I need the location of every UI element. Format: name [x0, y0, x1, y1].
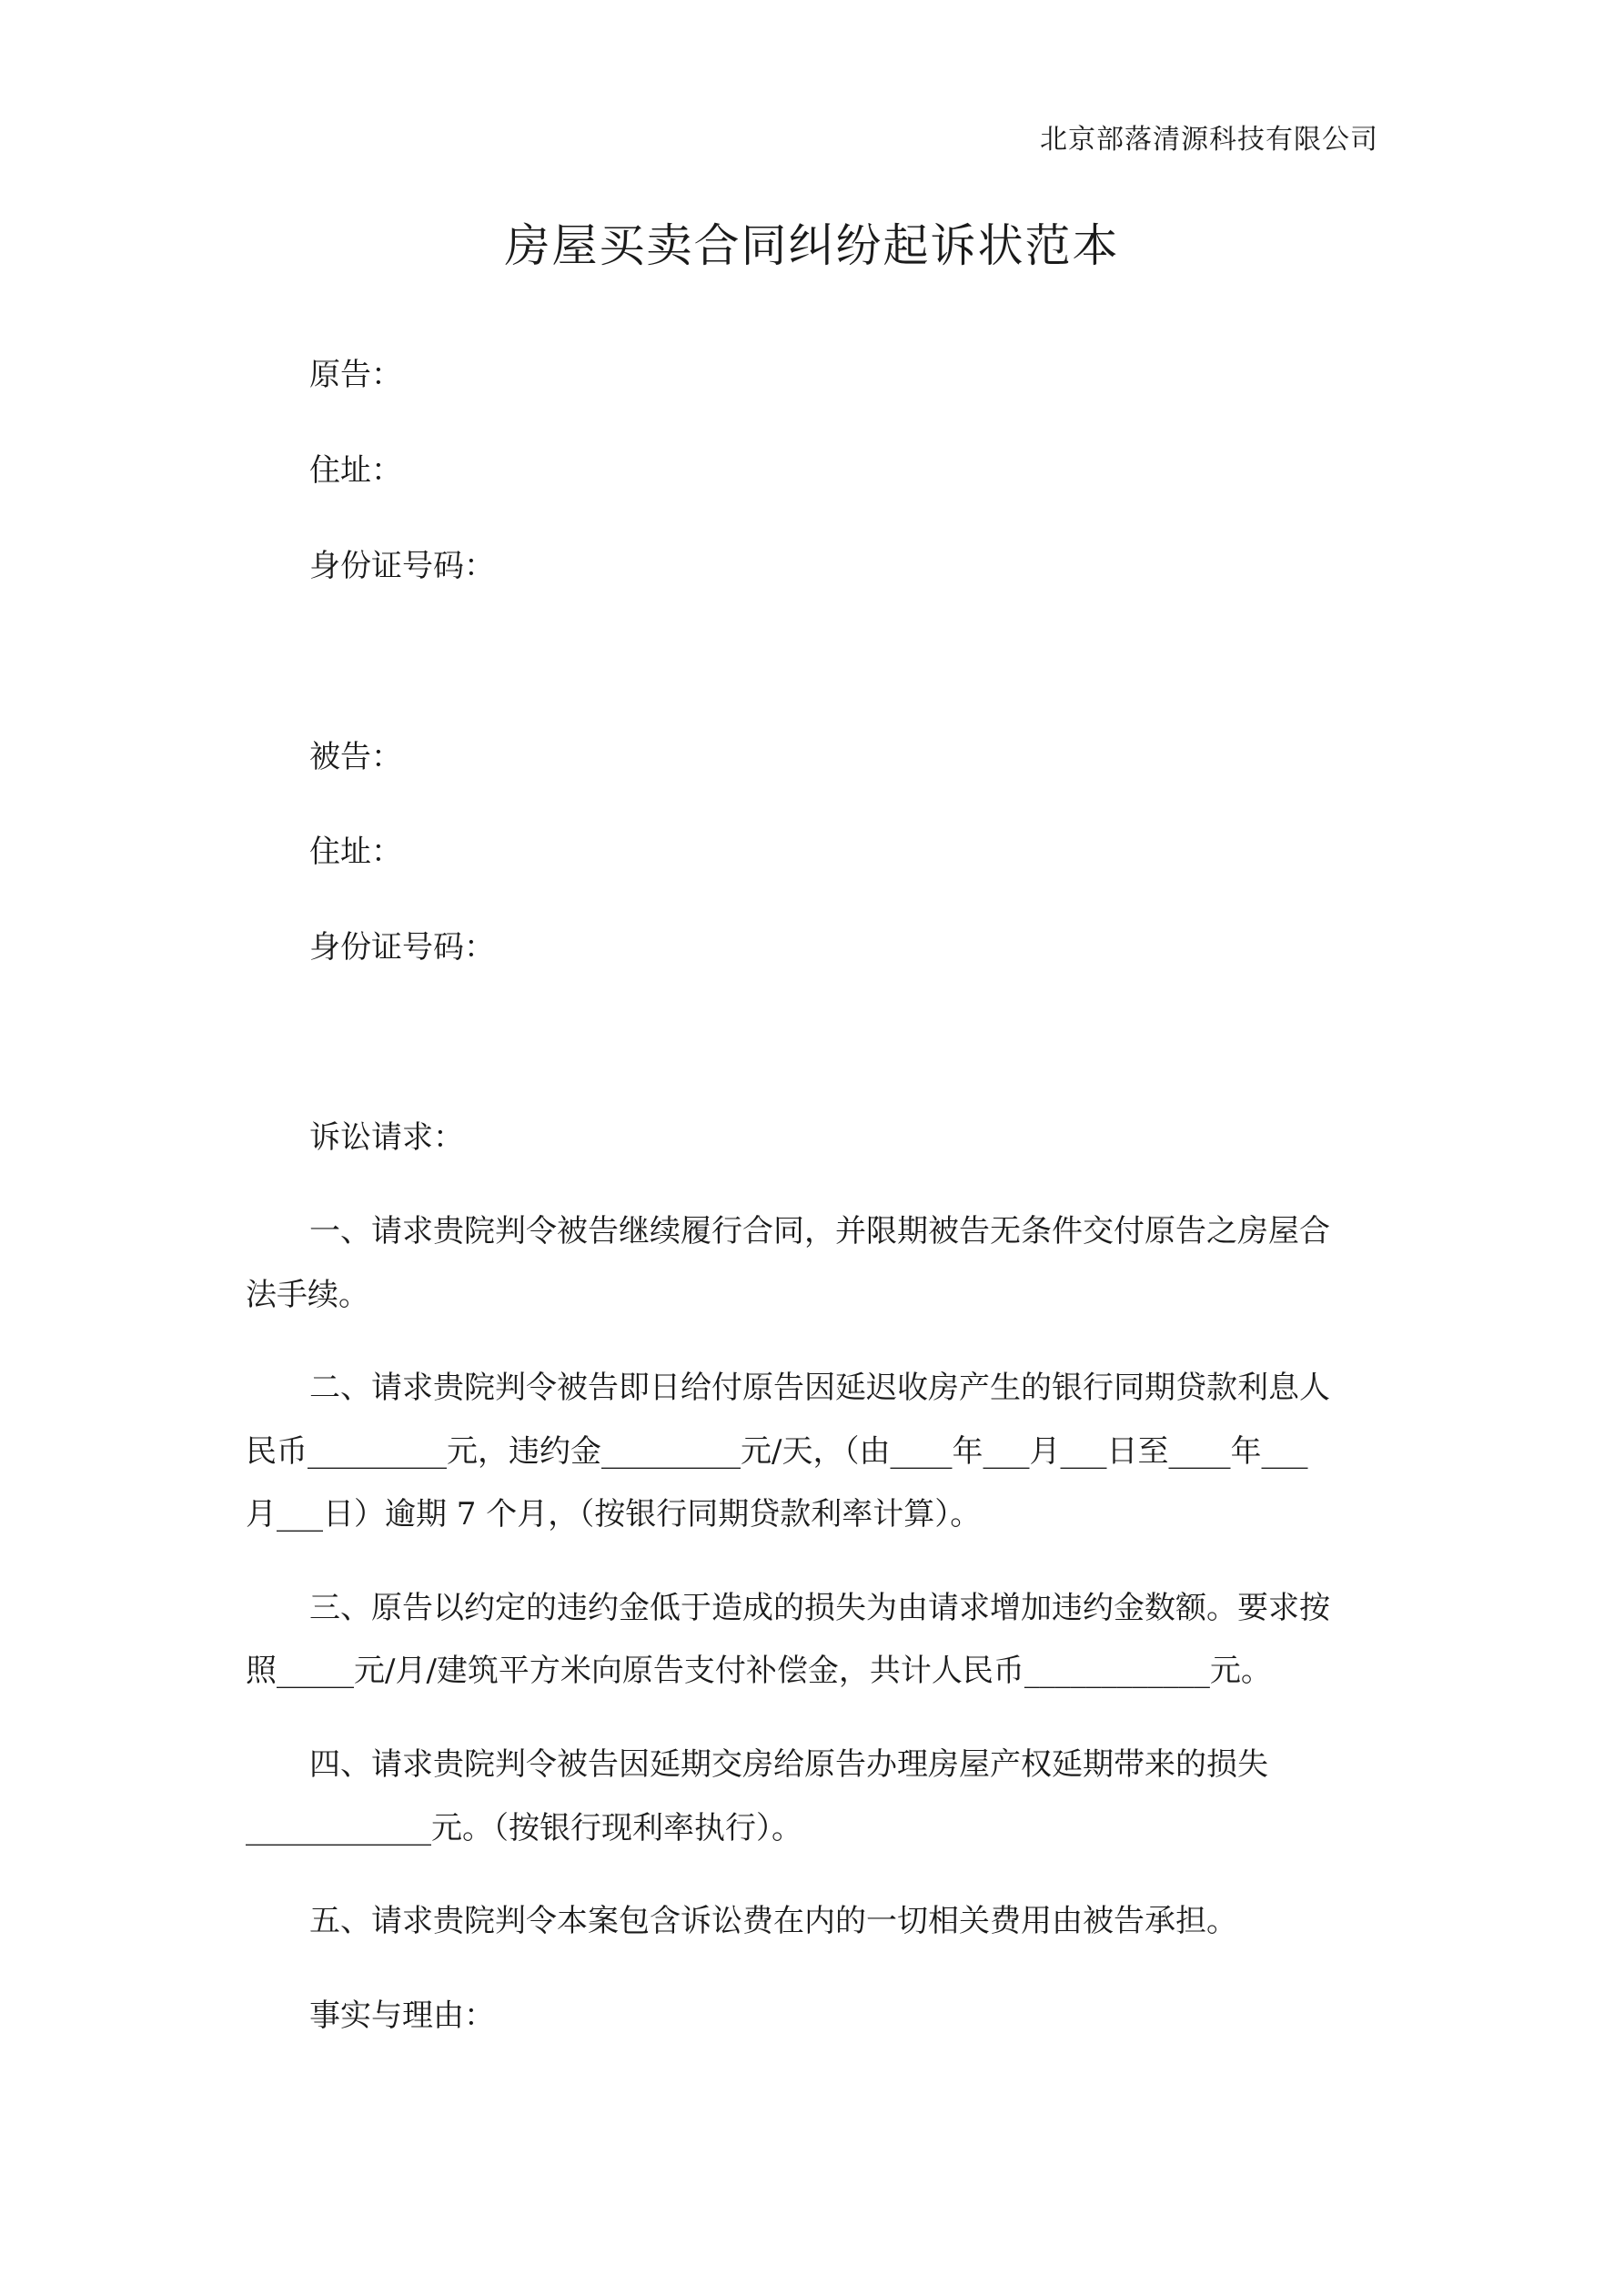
claim-4-line-2: ____________元。（按银行现利率执行）。 [246, 1810, 802, 1846]
claim-5-line-1: 五、请求贵院判令本案包含诉讼费在内的一切相关费用由被告承担。 [309, 1903, 1237, 1939]
defendant-label: 被告： [309, 739, 402, 775]
claim-2-line-1: 二、请求贵院判令被告即日给付原告因延迟收房产生的银行同期贷款利息人 [309, 1370, 1330, 1406]
defendant-address-label: 住址： [309, 834, 402, 870]
company-name: 北京部落清源科技有限公司 [1040, 124, 1378, 156]
claim-4-line-1: 四、请求贵院判令被告因延期交房给原告办理房屋产权延期带来的损失 [309, 1746, 1268, 1783]
document-title: 房屋买卖合同纠纷起诉状范本 [504, 219, 1120, 272]
claims-heading: 诉讼请求： [309, 1119, 464, 1156]
claim-1-line-2: 法手续。 [246, 1277, 369, 1313]
claim-2-line-2: 民币_________元，违约金_________元/天，（由____年___月___日至____年___ [246, 1433, 1308, 1470]
plaintiff-label: 原告： [309, 357, 402, 393]
claim-2-line-3: 月___日）逾期 7 个月，（按银行同期贷款利率计算）。 [246, 1496, 982, 1532]
plaintiff-id-label: 身份证号码： [309, 548, 495, 584]
facts-heading: 事实与理由： [309, 1998, 495, 2034]
claim-3-line-2: 照_____元/月/建筑平方米向原告支付补偿金，共计人民币____________元。 [246, 1653, 1272, 1689]
defendant-id-label: 身份证号码： [309, 929, 495, 966]
claim-3-line-1: 三、原告以约定的违约金低于造成的损失为由请求增加违约金数额。要求按 [309, 1590, 1330, 1626]
plaintiff-address-label: 住址： [309, 452, 402, 489]
claim-1-line-1: 一、请求贵院判令被告继续履行合同，并限期被告无条件交付原告之房屋合 [309, 1213, 1330, 1249]
